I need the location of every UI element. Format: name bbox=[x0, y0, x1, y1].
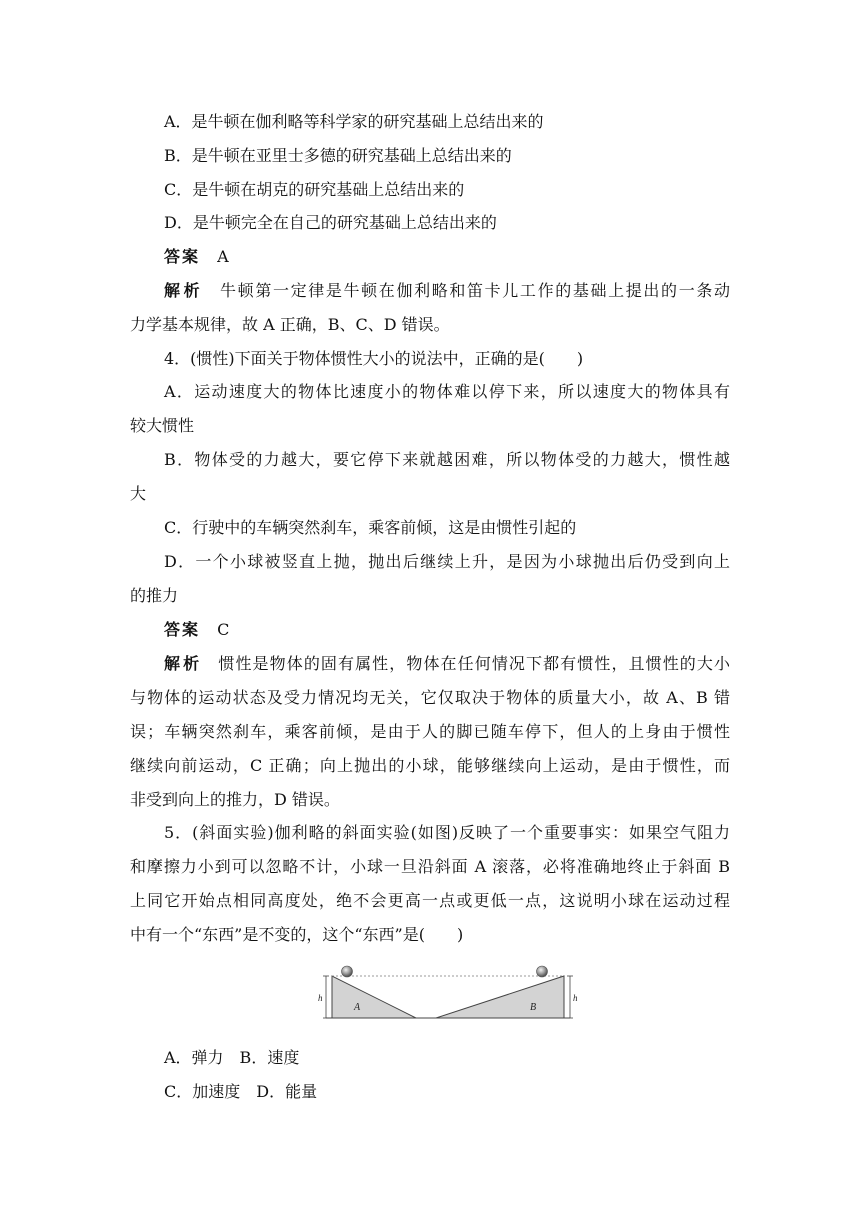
analysis-label: 解析 bbox=[164, 654, 203, 673]
q4-analysis-line1: 解析 惯性是物体的固有属性，物体在任何情况下都有惯性，且惯性的大小 bbox=[164, 654, 730, 673]
q4-option-c: C．行驶中的车辆突然刹车，乘客前倾，这是由惯性引起的 bbox=[164, 518, 577, 537]
q4-option-b-line1: B．物体受的力越大，要它停下来就越困难，所以物体受的力越大，惯性越 bbox=[164, 450, 730, 469]
q4-option-a-line1: A．运动速度大的物体比速度小的物体难以停下来，所以速度大的物体具有 bbox=[164, 382, 730, 401]
height-label-right: h bbox=[573, 993, 578, 1003]
q5-stem-line2: 和摩擦力小到可以忽略不计，小球一旦沿斜面 A 滚落，必将准确地终止于斜面 B bbox=[130, 857, 730, 876]
incline-b-label: B bbox=[530, 1002, 537, 1013]
analysis-label: 解析 bbox=[164, 281, 204, 300]
q4-analysis-line2: 与物体的运动状态及受力情况均无关，它仅取决于物体的质量大小，故 A、B 错 bbox=[130, 688, 730, 707]
q5-options-ab: A．弹力 B．速度 bbox=[164, 1048, 300, 1067]
q4-answer bbox=[164, 620, 730, 640]
q5-stem-line3: 上同它开始点相同高度处，绝不会更高一点或更低一点，这说明小球在运动过程 bbox=[130, 891, 730, 910]
incline-b bbox=[436, 976, 564, 1018]
q4-analysis-line5: 非受到向上的推力，D 错误。 bbox=[130, 790, 340, 809]
incline-a bbox=[332, 976, 416, 1018]
height-label-left: h bbox=[318, 993, 323, 1003]
q5-stem-line4: 中有一个“东西”是不变的，这个“东西”是( ) bbox=[130, 925, 464, 944]
incline-a-label: A bbox=[354, 1002, 361, 1013]
q3-option-d: D．是牛顿完全在自己的研究基础上总结出来的 bbox=[164, 213, 497, 232]
answer-value: A bbox=[217, 247, 229, 266]
answer-value: C bbox=[217, 620, 230, 639]
q3-answer bbox=[164, 247, 730, 267]
ball-end-icon bbox=[537, 966, 548, 977]
q3-option-c: C．是牛顿在胡克的研究基础上总结出来的 bbox=[164, 180, 465, 199]
q3-analysis-line1: 解析 牛顿第一定律是牛顿在伽利略和笛卡儿工作的基础上提出的一条动 bbox=[164, 281, 730, 300]
q3-analysis-line2: 力学基本规律，故 A 正确，B、C、D 错误。 bbox=[130, 315, 450, 334]
ball-start-icon bbox=[342, 966, 353, 977]
q4-analysis-line4: 继续向前运动，C 正确；向上抛出的小球，能够继续向上运动，是由于惯性，而 bbox=[130, 756, 730, 775]
q4-option-d-line2: 的推力 bbox=[130, 586, 179, 605]
q3-option-b: B．是牛顿在亚里士多德的研究基础上总结出来的 bbox=[164, 146, 512, 165]
q5-stem-line1: 5．(斜面实验)伽利略的斜面实验(如图)反映了一个重要事实：如果空气阻力 bbox=[164, 823, 730, 842]
q4-option-a-line2: 较大惯性 bbox=[130, 416, 195, 435]
q4-stem: 4．(惯性)下面关于物体惯性大小的说法中，正确的是( ) bbox=[164, 349, 584, 368]
q3-option-a: A．是牛顿在伽利略等科学家的研究基础上总结出来的 bbox=[164, 112, 544, 131]
q4-option-d-line1: D．一个小球被竖直上抛，抛出后继续上升，是因为小球抛出后仍受到向上 bbox=[164, 552, 730, 571]
answer-label: 答案 bbox=[164, 620, 201, 639]
q4-analysis-line3: 误；车辆突然刹车，乘客前倾，是由于人的脚已随车停下，但人的上身由于惯性 bbox=[130, 722, 730, 741]
q4-option-b-line2: 大 bbox=[130, 484, 147, 503]
q5-options-cd: C．加速度 D．能量 bbox=[164, 1082, 318, 1101]
answer-label: 答案 bbox=[164, 247, 201, 266]
incline-experiment-figure bbox=[316, 964, 580, 1026]
